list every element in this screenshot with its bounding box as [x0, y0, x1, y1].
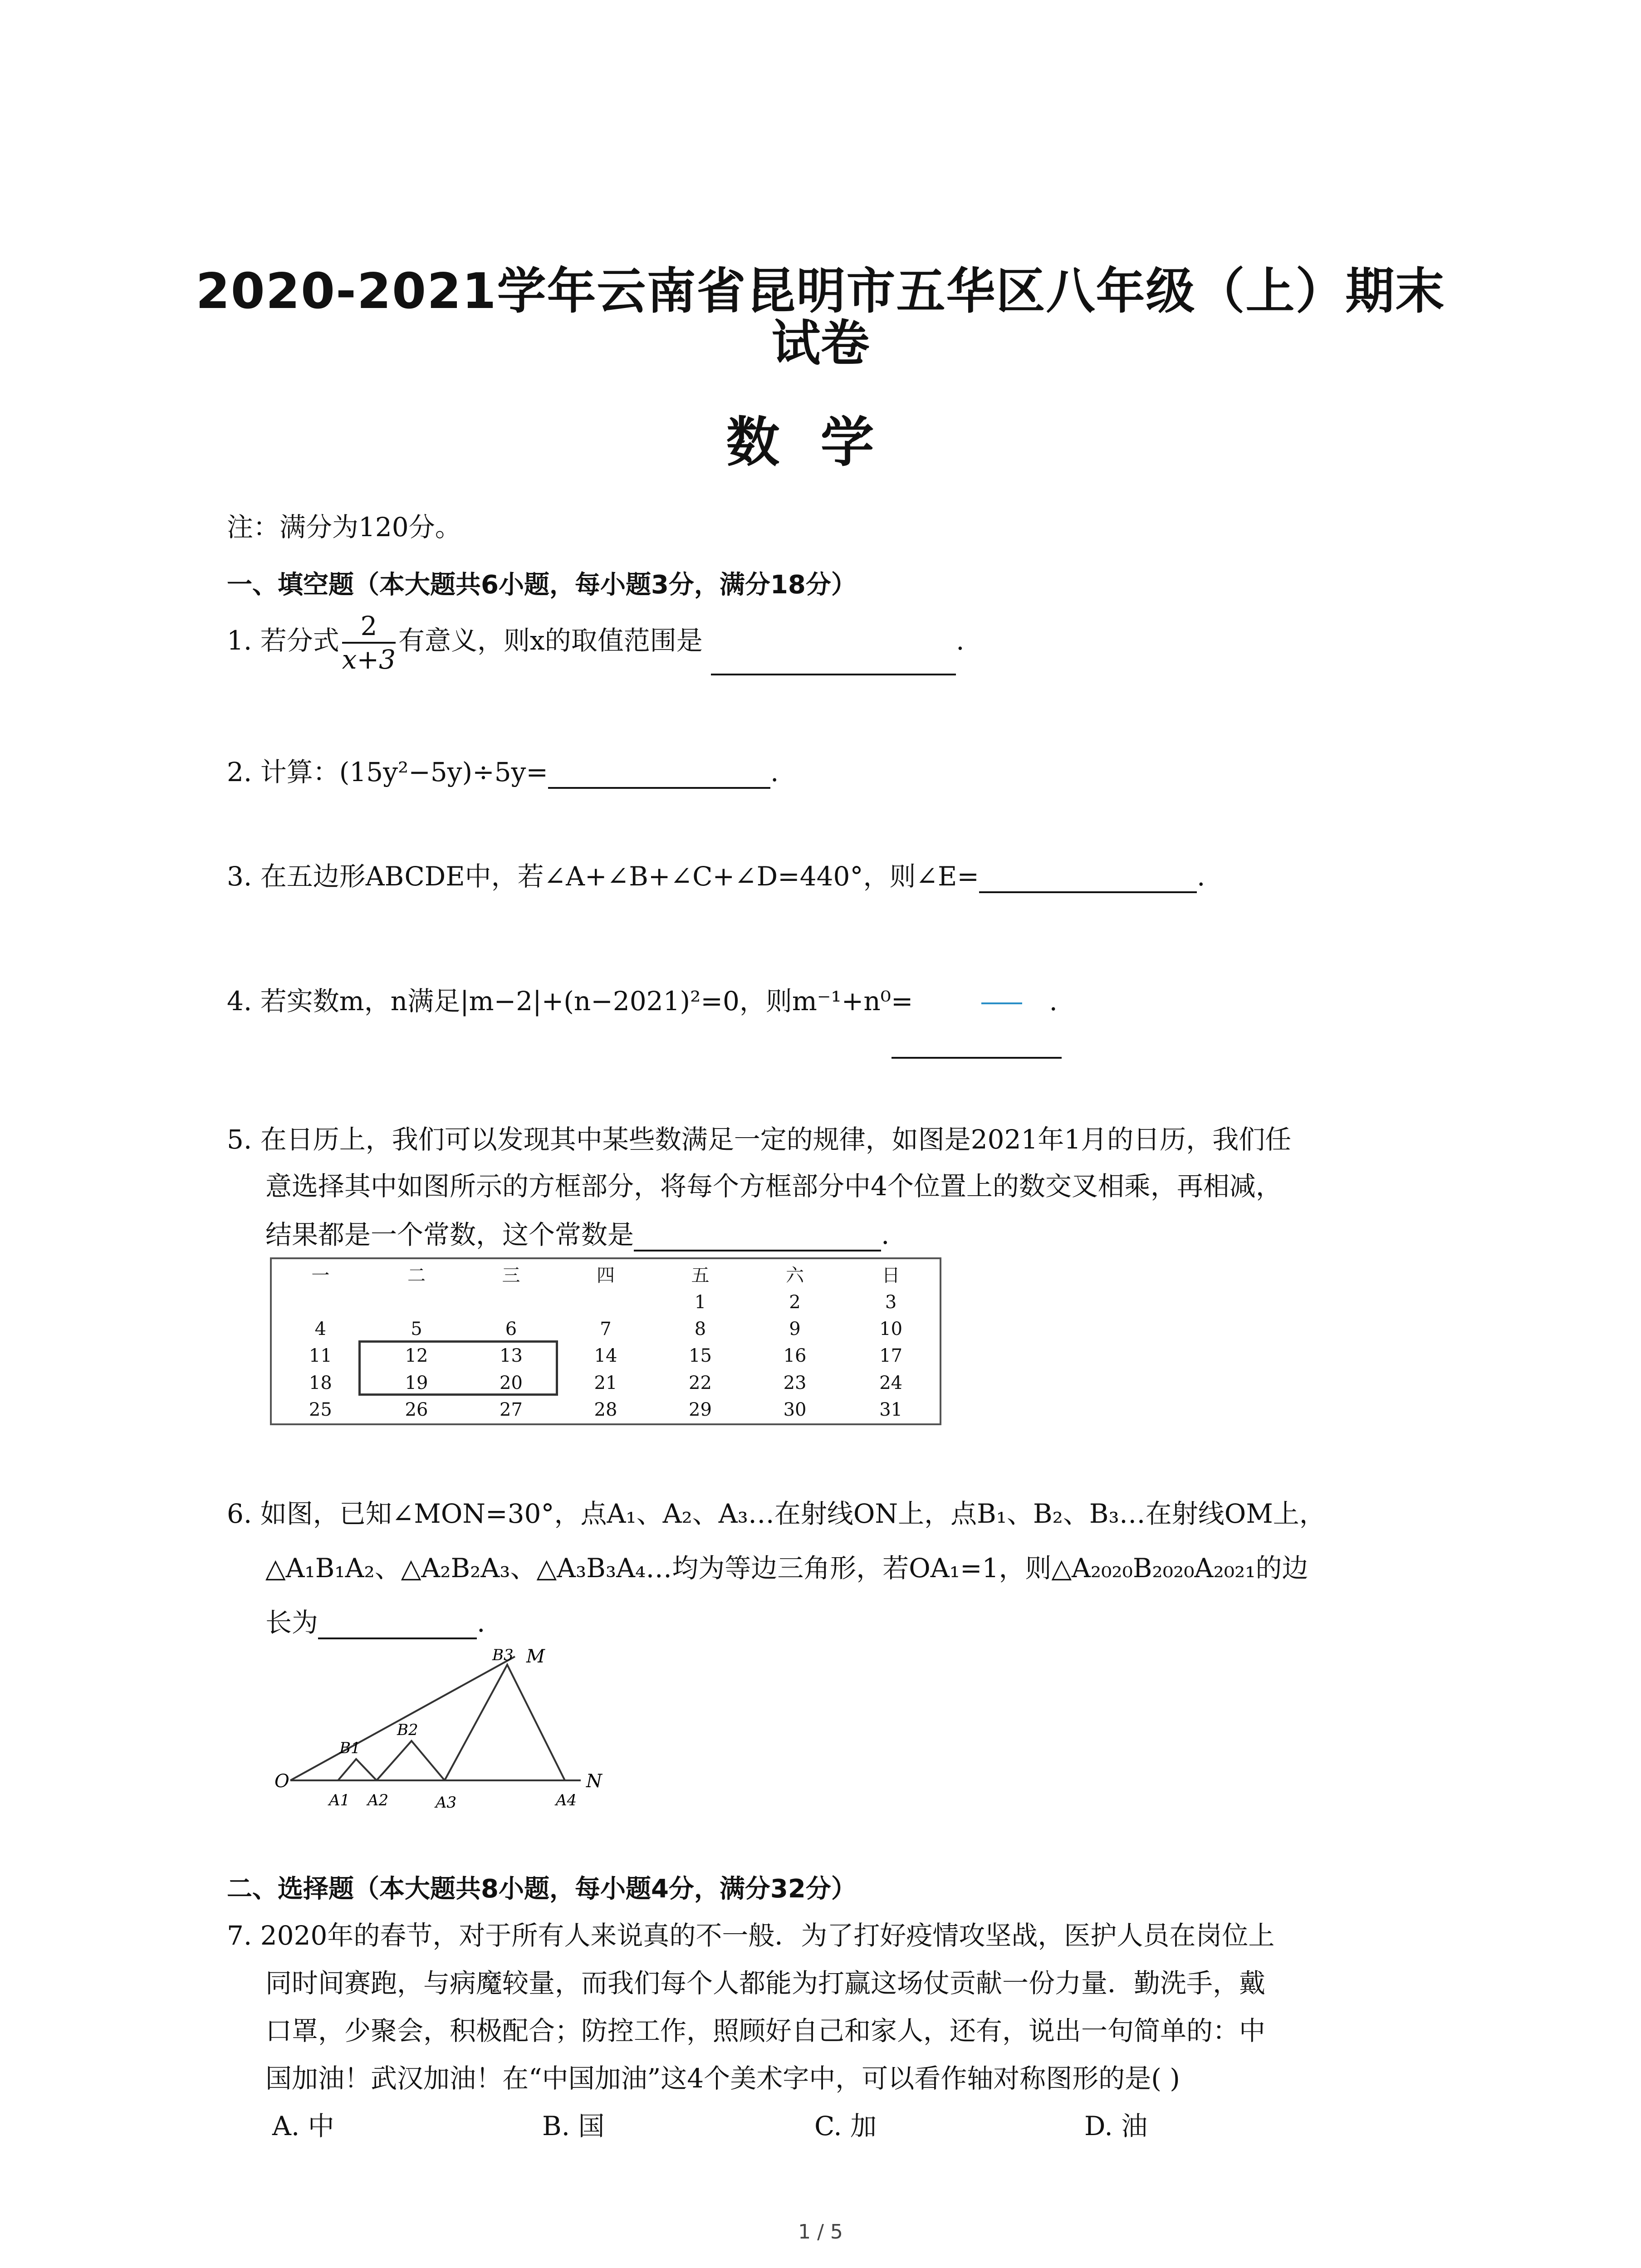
calendar-cell: 22 — [689, 1372, 712, 1393]
q6-end: . — [477, 1607, 485, 1638]
calendar-cell: 19 — [405, 1372, 428, 1393]
q3-answer-blank[interactable] — [979, 864, 1197, 893]
q7-option-a[interactable]: A. 中 — [272, 2111, 334, 2141]
q5-end: . — [881, 1219, 890, 1250]
calendar-cell: 11 — [309, 1345, 332, 1367]
q4-answer-blank[interactable] — [892, 1030, 1062, 1059]
question-1 — [227, 610, 965, 675]
calendar-header: 六 — [786, 1265, 804, 1286]
q1-numerator: 2 — [342, 610, 396, 644]
calendar-cell: 26 — [405, 1399, 428, 1421]
calendar-cell: 12 — [405, 1345, 428, 1367]
calendar-cell: 6 — [505, 1319, 517, 1340]
triangle-1 — [338, 1759, 377, 1780]
calendar-cell: 10 — [879, 1319, 903, 1340]
calendar-cell: 13 — [500, 1345, 523, 1367]
question-3 — [227, 855, 1205, 893]
calendar-cell: 27 — [500, 1399, 523, 1421]
label-o: O — [274, 1771, 289, 1792]
label-b3: B3 — [492, 1646, 514, 1664]
triangle-figure — [263, 1637, 626, 1828]
calendar-header: 日 — [882, 1265, 900, 1286]
q7-line3: 口罩，少聚会，积极配合；防控工作，照顾好自己和家人，还有，说出一句简单的：中 — [265, 2015, 1266, 2046]
calendar-row — [271, 1396, 941, 1424]
q2-answer-blank[interactable] — [548, 760, 770, 789]
q1-suffix: 有意义，则x的取值范围是 — [398, 625, 703, 656]
label-a2: A2 — [367, 1791, 389, 1809]
calendar-row — [271, 1316, 941, 1343]
calendar-cell: 4 — [314, 1319, 327, 1340]
calendar-cell: 3 — [885, 1291, 897, 1313]
q7-line1: 7. 2020年的春节，对于所有人来说真的不一般．为了打好疫情攻坚战，医护人员在岗位上 — [227, 1920, 1275, 1951]
calendar-cell: 17 — [879, 1345, 903, 1367]
calendar-cell: 31 — [879, 1399, 903, 1421]
calendar-cell: 15 — [689, 1345, 712, 1367]
label-b2: B2 — [397, 1721, 418, 1739]
calendar-cell: 16 — [783, 1345, 807, 1367]
calendar-cell: 20 — [500, 1372, 523, 1393]
label-n: N — [586, 1771, 602, 1792]
label-a4: A4 — [556, 1791, 577, 1809]
q1-answer-blank[interactable] — [711, 646, 956, 675]
score-note: 注：满分为120分。 — [227, 512, 461, 543]
label-a3: A3 — [436, 1794, 457, 1812]
calendar-header: 一 — [311, 1265, 330, 1286]
calendar-cell: 8 — [694, 1319, 706, 1340]
section1-title: 一、填空题（本大题共6小题，每小题3分，满分18分） — [227, 570, 857, 600]
label-a1: A1 — [329, 1791, 350, 1809]
calendar-header: 二 — [407, 1265, 426, 1286]
calendar-row — [271, 1289, 941, 1315]
q2-end: . — [770, 757, 779, 787]
question-2 — [227, 751, 779, 789]
calendar-cell: 28 — [594, 1399, 617, 1421]
subject-title: 数学 — [726, 411, 915, 474]
q3-text: 3. 在五边形ABCDE中，若∠A+∠B+∠C+∠D=440°，则∠E= — [227, 861, 979, 892]
exam-title-line1: 2020-2021学年云南省昆明市五华区八年级（上）期末 — [196, 263, 1445, 320]
calendar-header: 三 — [502, 1265, 520, 1286]
calendar-cell: 29 — [689, 1399, 712, 1421]
calendar-cell: 21 — [594, 1372, 617, 1393]
q4-blue-dash — [981, 1002, 1022, 1004]
q5-line3-wrap — [265, 1213, 889, 1251]
q7-option-b[interactable]: B. 国 — [542, 2111, 605, 2141]
q2-text: 2. 计算：(15y²−5y)÷5y= — [227, 757, 548, 787]
calendar-header: 五 — [691, 1265, 710, 1286]
calendar-cell — [369, 1289, 464, 1315]
calendar-cell — [464, 1289, 558, 1315]
q7-line2: 同时间赛跑，与病魔较量，而我们每个人都能为打赢这场仗贡献一份力量．勤洗手，戴 — [265, 1968, 1266, 1999]
q6-line3-wrap — [265, 1601, 485, 1639]
calendar-cell: 5 — [411, 1319, 422, 1340]
calendar-cell: 7 — [600, 1319, 612, 1340]
calendar-header-row — [271, 1258, 941, 1289]
calendar-cell: 9 — [789, 1319, 801, 1340]
q5-line3: 结果都是一个常数，这个常数是 — [265, 1219, 634, 1250]
calendar-selection-box — [358, 1340, 558, 1396]
q7-option-c[interactable]: C. 加 — [814, 2111, 877, 2141]
calendar-cell: 23 — [783, 1372, 807, 1393]
q1-end: . — [956, 625, 965, 656]
q1-denominator: x+3 — [342, 644, 396, 675]
q3-end: . — [1197, 861, 1205, 892]
q5-line1: 5. 在日历上，我们可以发现其中某些数满足一定的规律，如图是2021年1月的日历，我们任 — [227, 1124, 1292, 1155]
calendar-cell: 30 — [783, 1399, 807, 1421]
q4-text: 4. 若实数m，n满足|m−2|+(n−2021)²=0，则m⁻¹+n⁰= — [227, 986, 913, 1017]
label-b1: B1 — [339, 1739, 361, 1757]
calendar-cell: 1 — [694, 1291, 706, 1313]
calendar-cell: 18 — [309, 1372, 332, 1393]
page-number: 1 / 5 — [798, 2220, 843, 2244]
calendar-cell: 14 — [594, 1345, 617, 1367]
ray-om — [290, 1657, 515, 1780]
q1-prefix: 1. 若分式 — [227, 625, 339, 656]
triangle-3 — [445, 1665, 565, 1780]
q6-line3: 长为 — [265, 1607, 318, 1638]
q5-line2: 意选择其中如图所示的方框部分，将每个方框部分中4个位置上的数交叉相乘，再相减， — [265, 1171, 1282, 1202]
q6-answer-blank[interactable] — [318, 1610, 477, 1639]
q6-line1: 6. 如图，已知∠MON=30°，点A₁、A₂、A₃…在射线ON上，点B₁、B₂、B₃…在射线OM上， — [227, 1498, 1326, 1529]
calendar-cell — [271, 1289, 369, 1315]
q7-option-d[interactable]: D. 油 — [1084, 2111, 1148, 2141]
calendar-cell: 25 — [309, 1399, 332, 1421]
triangle-2 — [377, 1741, 445, 1780]
q1-fraction — [342, 610, 396, 675]
calendar-cell — [558, 1289, 653, 1315]
exam-title-line2: 试卷 — [771, 315, 870, 372]
calendar-cell: 2 — [789, 1291, 801, 1313]
q7-line4: 国加油！武汉加油！在“中国加油”这4个美术字中，可以看作轴对称图形的是( ) — [265, 2063, 1180, 2094]
label-m: M — [526, 1646, 545, 1667]
calendar-cell: 24 — [879, 1372, 903, 1393]
q5-answer-blank[interactable] — [634, 1222, 881, 1251]
section2-title: 二、选择题（本大题共8小题，每小题4分，满分32分） — [227, 1874, 857, 1904]
q4-end: . — [1049, 986, 1058, 1017]
calendar-header: 四 — [596, 1265, 615, 1286]
q6-line2: △A₁B₁A₂、△A₂B₂A₃、△A₃B₃A₄…均为等边三角形，若OA₁=1，则△A₂₀₂₀B₂₀₂₀A₂₀₂₁的边 — [265, 1553, 1308, 1584]
question-4 — [227, 980, 1058, 1018]
